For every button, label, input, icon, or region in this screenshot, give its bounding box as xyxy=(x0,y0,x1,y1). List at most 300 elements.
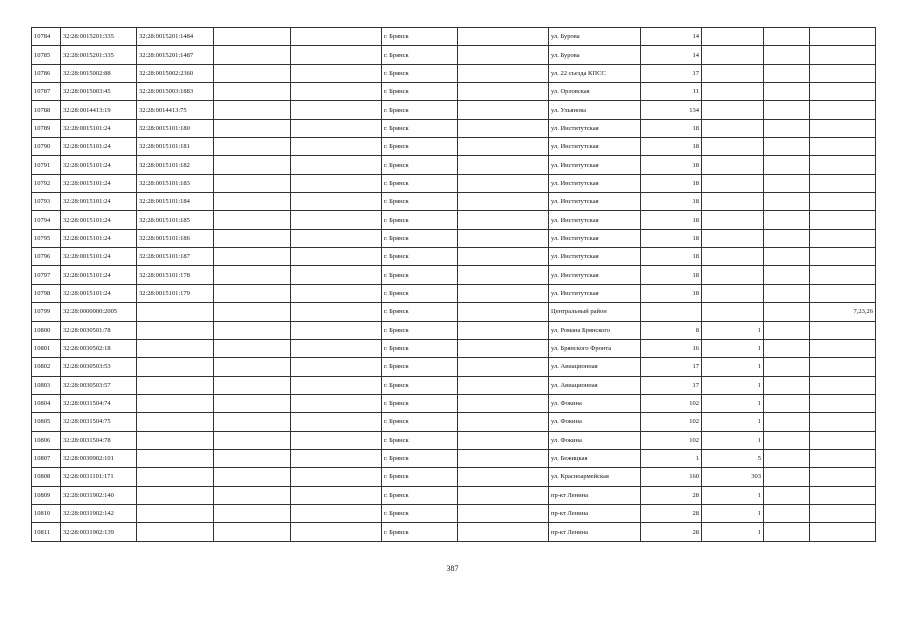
cell-empty xyxy=(458,46,549,64)
table-row xyxy=(32,523,876,542)
table-row xyxy=(32,266,876,284)
cell-city: г. Брянск xyxy=(382,28,458,46)
cell-count xyxy=(702,303,764,321)
cell-empty xyxy=(764,101,810,119)
table-row xyxy=(32,339,876,357)
cell-quarter: 32:28:0015003:45 xyxy=(61,83,137,101)
cell-street: ул. Красноармейская xyxy=(549,468,641,486)
cell-empty xyxy=(764,431,810,449)
cell-house: 18 xyxy=(641,193,702,211)
cell-quarter: 32:28:0015002:88 xyxy=(61,64,137,82)
cell-house: 160 xyxy=(641,468,702,486)
cell-empty xyxy=(214,138,291,156)
page-number: 387 xyxy=(446,564,459,573)
cell-city: г. Брянск xyxy=(382,486,458,504)
cell-city: г. Брянск xyxy=(382,504,458,522)
cell-empty xyxy=(291,83,382,101)
cell-empty xyxy=(458,266,549,284)
cell-street: ул. Бурова xyxy=(549,46,641,64)
cell-empty xyxy=(458,248,549,266)
cell-no: 10801 xyxy=(32,339,61,357)
cell-empty xyxy=(214,83,291,101)
cell-empty xyxy=(458,211,549,229)
cell-no: 10806 xyxy=(32,431,61,449)
cell-cadastral xyxy=(137,504,214,522)
cell-codes xyxy=(810,413,876,431)
cell-count xyxy=(702,229,764,247)
cell-no: 10808 xyxy=(32,468,61,486)
cell-codes xyxy=(810,449,876,467)
cell-empty xyxy=(764,486,810,504)
table-row xyxy=(32,46,876,64)
table-row xyxy=(32,468,876,486)
cell-empty xyxy=(291,119,382,137)
cell-street: ул. 22 съезда КПСС xyxy=(549,64,641,82)
cell-empty xyxy=(291,284,382,302)
cell-quarter: 32:28:0030902:101 xyxy=(61,449,137,467)
cell-cadastral: 32:28:0015101:181 xyxy=(137,138,214,156)
cell-house: 102 xyxy=(641,394,702,412)
cell-empty xyxy=(214,284,291,302)
cell-codes xyxy=(810,523,876,542)
cell-empty xyxy=(764,321,810,339)
cell-empty xyxy=(764,376,810,394)
cell-empty xyxy=(214,303,291,321)
cell-cadastral: 32:28:0015101:187 xyxy=(137,248,214,266)
cell-cadastral xyxy=(137,486,214,504)
cell-no: 10796 xyxy=(32,248,61,266)
cell-cadastral: 32:28:0015101:179 xyxy=(137,284,214,302)
table-row xyxy=(32,156,876,174)
cell-codes xyxy=(810,46,876,64)
cell-empty xyxy=(291,229,382,247)
cell-house: 8 xyxy=(641,321,702,339)
cell-quarter: 32:28:0031101:171 xyxy=(61,468,137,486)
cell-empty xyxy=(291,138,382,156)
cell-empty xyxy=(458,83,549,101)
cell-city: г. Брянск xyxy=(382,284,458,302)
cell-house: 18 xyxy=(641,138,702,156)
cell-empty xyxy=(764,394,810,412)
cell-empty xyxy=(214,321,291,339)
cell-empty xyxy=(214,358,291,376)
cell-count xyxy=(702,248,764,266)
cell-street: ул. Фокина xyxy=(549,413,641,431)
cell-cadastral xyxy=(137,303,214,321)
cell-street: ул. Брянского Фронта xyxy=(549,339,641,357)
cell-empty xyxy=(764,64,810,82)
cell-count: 1 xyxy=(702,321,764,339)
cell-empty xyxy=(291,174,382,192)
cell-street: ул. Институтская xyxy=(549,229,641,247)
cell-codes xyxy=(810,28,876,46)
cell-count xyxy=(702,28,764,46)
cell-count xyxy=(702,119,764,137)
cell-codes xyxy=(810,211,876,229)
cell-empty xyxy=(764,119,810,137)
cell-count: 1 xyxy=(702,394,764,412)
cell-count xyxy=(702,174,764,192)
cell-empty xyxy=(291,211,382,229)
cell-empty xyxy=(764,504,810,522)
cell-codes xyxy=(810,193,876,211)
cell-city: г. Брянск xyxy=(382,394,458,412)
cell-empty xyxy=(458,449,549,467)
cell-city: г. Брянск xyxy=(382,248,458,266)
cell-no: 10804 xyxy=(32,394,61,412)
cell-house: 18 xyxy=(641,119,702,137)
cell-house: 17 xyxy=(641,358,702,376)
cell-empty xyxy=(458,229,549,247)
cell-street: ул. Институтская xyxy=(549,138,641,156)
cell-house: 18 xyxy=(641,156,702,174)
cell-empty xyxy=(764,284,810,302)
cell-cadastral: 32:28:0015201:1484 xyxy=(137,28,214,46)
cell-empty xyxy=(214,64,291,82)
cell-codes xyxy=(810,266,876,284)
cell-cadastral: 32:28:0014413:75 xyxy=(137,101,214,119)
cell-city: г. Брянск xyxy=(382,449,458,467)
cell-cadastral xyxy=(137,376,214,394)
cell-empty xyxy=(291,449,382,467)
cell-city: г. Брянск xyxy=(382,266,458,284)
cell-no: 10791 xyxy=(32,156,61,174)
cell-codes xyxy=(810,358,876,376)
cell-empty xyxy=(764,449,810,467)
cell-house: 28 xyxy=(641,523,702,542)
cell-empty xyxy=(214,156,291,174)
cell-empty xyxy=(214,46,291,64)
cell-count: 1 xyxy=(702,376,764,394)
cell-codes xyxy=(810,83,876,101)
cell-no: 10803 xyxy=(32,376,61,394)
cell-house: 17 xyxy=(641,376,702,394)
cell-street: ул. Бежицкая xyxy=(549,449,641,467)
cell-empty xyxy=(764,339,810,357)
cell-empty xyxy=(291,486,382,504)
cell-quarter: 32:28:0030503:53 xyxy=(61,358,137,376)
cell-no: 10786 xyxy=(32,64,61,82)
cell-empty xyxy=(291,321,382,339)
cell-empty xyxy=(458,101,549,119)
cell-street: ул. Романа Брянского xyxy=(549,321,641,339)
cell-empty xyxy=(458,523,549,542)
cell-cadastral: 32:28:0015201:1487 xyxy=(137,46,214,64)
table-row xyxy=(32,284,876,302)
cell-cadastral xyxy=(137,358,214,376)
cell-no: 10807 xyxy=(32,449,61,467)
cell-cadastral: 32:28:0015101:182 xyxy=(137,156,214,174)
cell-count: 1 xyxy=(702,358,764,376)
cell-empty xyxy=(214,523,291,542)
cell-codes xyxy=(810,156,876,174)
cell-quarter: 32:28:0030501:78 xyxy=(61,321,137,339)
cell-cadastral xyxy=(137,468,214,486)
cell-empty xyxy=(458,193,549,211)
cell-cadastral: 32:28:0015101:180 xyxy=(137,119,214,137)
cell-codes xyxy=(810,504,876,522)
cell-city: г. Брянск xyxy=(382,119,458,137)
cell-empty xyxy=(764,211,810,229)
cell-quarter: 32:28:0031902:142 xyxy=(61,504,137,522)
cell-city: г. Брянск xyxy=(382,413,458,431)
cell-street: ул. Институтская xyxy=(549,248,641,266)
cell-no: 10793 xyxy=(32,193,61,211)
cell-house: 18 xyxy=(641,266,702,284)
cell-city: г. Брянск xyxy=(382,64,458,82)
table-row xyxy=(32,119,876,137)
cell-no: 10811 xyxy=(32,523,61,542)
cell-empty xyxy=(214,211,291,229)
cell-cadastral: 32:28:0015101:183 xyxy=(137,174,214,192)
cell-empty xyxy=(291,28,382,46)
cell-empty xyxy=(291,248,382,266)
cell-count: 5 xyxy=(702,449,764,467)
cell-city: г. Брянск xyxy=(382,303,458,321)
table-row xyxy=(32,83,876,101)
cell-count: 303 xyxy=(702,468,764,486)
cell-quarter: 32:28:0015101:24 xyxy=(61,138,137,156)
cell-house: 14 xyxy=(641,28,702,46)
cell-house: 18 xyxy=(641,174,702,192)
cell-empty xyxy=(764,174,810,192)
cell-street: пр-кт Ленина xyxy=(549,523,641,542)
cell-codes xyxy=(810,339,876,357)
cell-empty xyxy=(291,193,382,211)
cell-count: 1 xyxy=(702,431,764,449)
cell-codes xyxy=(810,468,876,486)
cell-quarter: 32:28:0031504:74 xyxy=(61,394,137,412)
cell-quarter: 32:28:0015101:24 xyxy=(61,193,137,211)
cell-street: ул. Институтская xyxy=(549,284,641,302)
cell-city: г. Брянск xyxy=(382,211,458,229)
table-row xyxy=(32,504,876,522)
cell-city: г. Брянск xyxy=(382,174,458,192)
cell-empty xyxy=(458,486,549,504)
cell-street: пр-кт Ленина xyxy=(549,504,641,522)
cell-quarter: 32:28:0031902:140 xyxy=(61,486,137,504)
cell-empty xyxy=(764,413,810,431)
cell-city: г. Брянск xyxy=(382,431,458,449)
cell-count: 1 xyxy=(702,504,764,522)
cell-cadastral xyxy=(137,523,214,542)
cell-empty xyxy=(764,468,810,486)
cell-empty xyxy=(764,138,810,156)
cell-empty xyxy=(291,156,382,174)
cell-empty xyxy=(764,46,810,64)
cell-house: 18 xyxy=(641,248,702,266)
cell-cadastral: 32:28:0015101:178 xyxy=(137,266,214,284)
cell-cadastral xyxy=(137,321,214,339)
cell-empty xyxy=(458,413,549,431)
table-row xyxy=(32,358,876,376)
cell-house: 28 xyxy=(641,504,702,522)
cell-codes xyxy=(810,248,876,266)
cell-empty xyxy=(291,101,382,119)
cell-empty xyxy=(291,358,382,376)
cell-street: ул. Фокина xyxy=(549,431,641,449)
cell-street: Центральный район xyxy=(549,303,641,321)
cell-no: 10790 xyxy=(32,138,61,156)
cell-empty xyxy=(764,303,810,321)
table-row xyxy=(32,28,876,46)
cell-cadastral: 32:28:0015002:2360 xyxy=(137,64,214,82)
table-row xyxy=(32,138,876,156)
cell-codes xyxy=(810,486,876,504)
cell-house: 102 xyxy=(641,413,702,431)
cell-cadastral: 32:28:0015003:1883 xyxy=(137,83,214,101)
cell-empty xyxy=(458,284,549,302)
cell-house: 11 xyxy=(641,83,702,101)
cell-empty xyxy=(291,523,382,542)
cell-empty xyxy=(458,156,549,174)
cell-house: 18 xyxy=(641,211,702,229)
cell-empty xyxy=(764,248,810,266)
cell-quarter: 32:28:0015101:24 xyxy=(61,119,137,137)
cell-cadastral xyxy=(137,413,214,431)
cell-empty xyxy=(291,339,382,357)
cell-quarter: 32:28:0031504:78 xyxy=(61,431,137,449)
cell-empty xyxy=(458,358,549,376)
cell-house xyxy=(641,303,702,321)
cell-codes xyxy=(810,64,876,82)
cell-empty xyxy=(214,376,291,394)
cell-empty xyxy=(458,64,549,82)
cell-empty xyxy=(214,431,291,449)
cell-street: ул. Институтская xyxy=(549,119,641,137)
cell-empty xyxy=(214,101,291,119)
cell-empty xyxy=(458,394,549,412)
cell-empty xyxy=(458,321,549,339)
cell-house: 28 xyxy=(641,486,702,504)
cell-empty xyxy=(764,523,810,542)
cell-city: г. Брянск xyxy=(382,193,458,211)
cell-empty xyxy=(214,413,291,431)
cell-street: ул. Институтская xyxy=(549,156,641,174)
cell-street: ул. Фокина xyxy=(549,394,641,412)
cell-empty xyxy=(214,174,291,192)
cell-empty xyxy=(214,504,291,522)
cell-empty xyxy=(764,28,810,46)
cell-empty xyxy=(291,468,382,486)
cell-count xyxy=(702,46,764,64)
cell-city: г. Брянск xyxy=(382,339,458,357)
cell-codes xyxy=(810,138,876,156)
table-row xyxy=(32,376,876,394)
cell-codes xyxy=(810,321,876,339)
cell-count xyxy=(702,284,764,302)
cell-codes xyxy=(810,119,876,137)
cell-no: 10785 xyxy=(32,46,61,64)
cell-count xyxy=(702,156,764,174)
cell-empty xyxy=(291,394,382,412)
cell-no: 10795 xyxy=(32,229,61,247)
cell-count: 1 xyxy=(702,339,764,357)
cell-street: ул. Авиационная xyxy=(549,376,641,394)
cell-empty xyxy=(291,504,382,522)
cell-no: 10810 xyxy=(32,504,61,522)
cell-empty xyxy=(291,303,382,321)
cell-codes xyxy=(810,394,876,412)
cell-city: г. Брянск xyxy=(382,156,458,174)
cell-cadastral: 32:28:0015101:184 xyxy=(137,193,214,211)
table-row xyxy=(32,486,876,504)
cell-quarter: 32:28:0030502:18 xyxy=(61,339,137,357)
cell-empty xyxy=(458,174,549,192)
cell-empty xyxy=(214,28,291,46)
cell-empty xyxy=(214,394,291,412)
cell-no: 10809 xyxy=(32,486,61,504)
cell-empty xyxy=(764,229,810,247)
cell-city: г. Брянск xyxy=(382,46,458,64)
cell-quarter: 32:28:0014413:19 xyxy=(61,101,137,119)
cell-no: 10788 xyxy=(32,101,61,119)
cell-street: ул. Институтская xyxy=(549,211,641,229)
cell-empty xyxy=(764,193,810,211)
cell-empty xyxy=(214,339,291,357)
cell-quarter: 32:28:0000000:2005 xyxy=(61,303,137,321)
cell-count xyxy=(702,64,764,82)
cell-no: 10787 xyxy=(32,83,61,101)
cell-empty xyxy=(291,266,382,284)
cell-cadastral: 32:28:0015101:186 xyxy=(137,229,214,247)
cell-street: ул. Институтская xyxy=(549,193,641,211)
table-row xyxy=(32,449,876,467)
table-row xyxy=(32,174,876,192)
cell-city: г. Брянск xyxy=(382,468,458,486)
table-row xyxy=(32,303,876,321)
cell-city: г. Брянск xyxy=(382,138,458,156)
cell-city: г. Брянск xyxy=(382,229,458,247)
cell-quarter: 32:28:0015101:24 xyxy=(61,156,137,174)
cell-empty xyxy=(291,64,382,82)
table-row xyxy=(32,413,876,431)
cell-quarter: 32:28:0030503:57 xyxy=(61,376,137,394)
cell-count: 1 xyxy=(702,486,764,504)
table-row xyxy=(32,211,876,229)
cell-empty xyxy=(214,449,291,467)
cell-empty xyxy=(214,229,291,247)
cell-empty xyxy=(291,376,382,394)
cell-codes xyxy=(810,174,876,192)
cell-quarter: 32:28:0015101:24 xyxy=(61,229,137,247)
cell-codes xyxy=(810,284,876,302)
cell-no: 10802 xyxy=(32,358,61,376)
cell-empty xyxy=(458,431,549,449)
cell-count xyxy=(702,101,764,119)
cell-house: 17 xyxy=(641,64,702,82)
cell-no: 10800 xyxy=(32,321,61,339)
cell-empty xyxy=(214,193,291,211)
table-row xyxy=(32,394,876,412)
table-row xyxy=(32,248,876,266)
cell-quarter: 32:28:0015201:335 xyxy=(61,28,137,46)
cell-house: 1 xyxy=(641,449,702,467)
cell-count xyxy=(702,138,764,156)
cell-empty xyxy=(764,358,810,376)
cell-empty xyxy=(291,46,382,64)
cell-quarter: 32:28:0015201:335 xyxy=(61,46,137,64)
cell-street: ул. Институтская xyxy=(549,174,641,192)
cell-empty xyxy=(458,376,549,394)
cell-no: 10789 xyxy=(32,119,61,137)
cell-city: г. Брянск xyxy=(382,523,458,542)
cell-empty xyxy=(214,266,291,284)
cell-cadastral xyxy=(137,431,214,449)
cell-empty xyxy=(764,156,810,174)
cell-quarter: 32:28:0015101:24 xyxy=(61,284,137,302)
table-row xyxy=(32,431,876,449)
